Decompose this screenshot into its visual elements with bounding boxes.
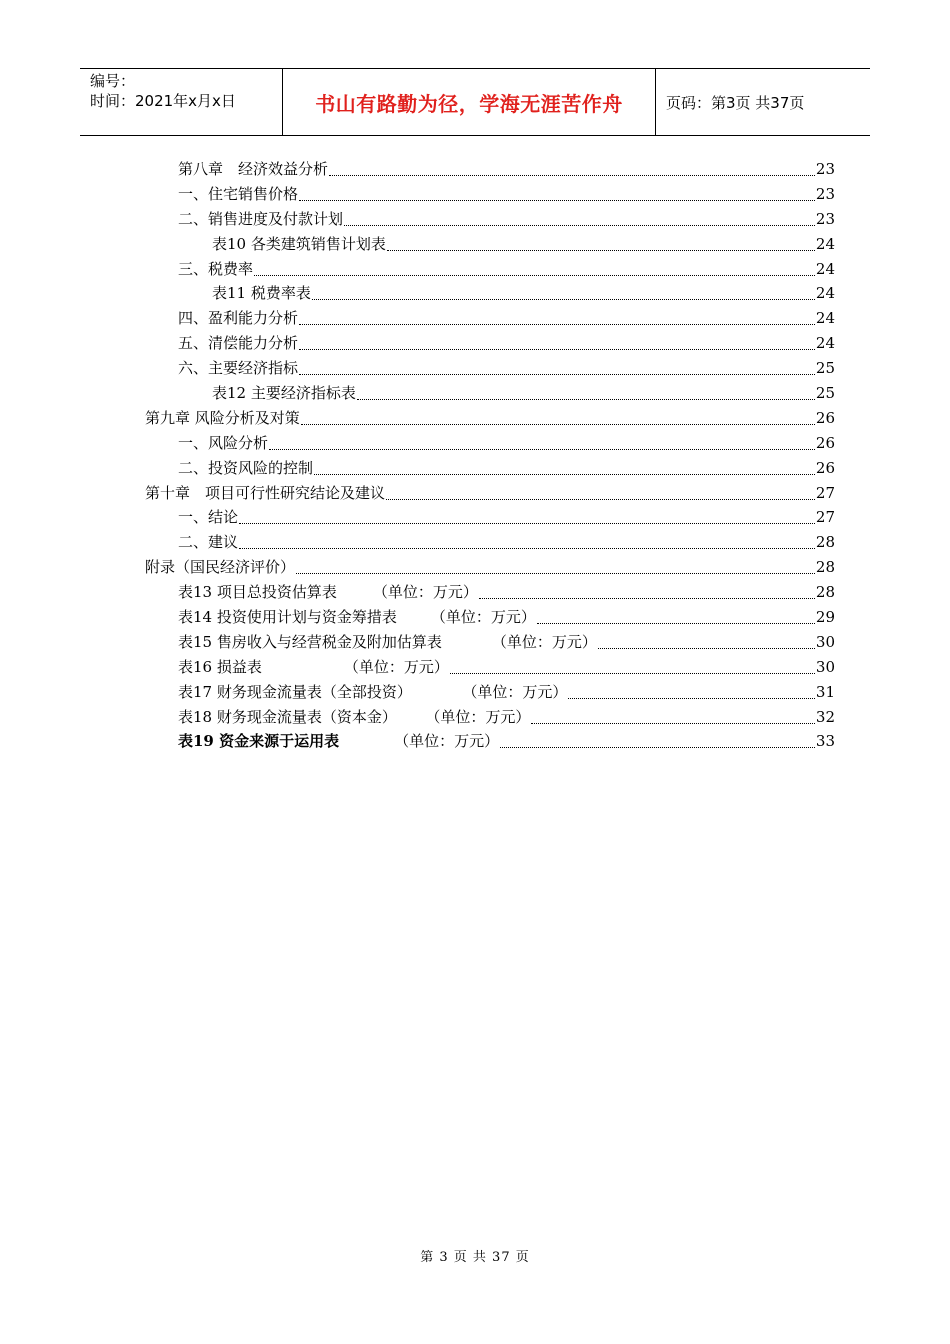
toc-entry-label — [212, 282, 311, 303]
toc-page-number: 23 — [815, 209, 835, 228]
toc-entry-title: 五、清偿能力分析 — [178, 334, 299, 353]
toc-entry-unit: （单位：万元） — [343, 657, 449, 676]
toc-entry-label — [212, 382, 356, 403]
toc-entry-label — [145, 556, 295, 577]
toc-entry-title: 附录（国民经济评价） — [145, 558, 296, 577]
toc-entry-label — [178, 307, 298, 328]
toc-entry[interactable] — [145, 183, 835, 208]
toc-page-number: 27 — [815, 483, 835, 502]
toc-entry-title: 二、销售进度及付款计划 — [178, 209, 344, 228]
toc-entry-title: 表18 财务现金流量表（资本金） — [178, 707, 397, 726]
table-of-contents — [145, 158, 835, 755]
toc-page-number: 25 — [815, 384, 835, 403]
toc-entry-unit: （单位：万元） — [430, 608, 536, 627]
toc-page-number: 27 — [815, 508, 835, 527]
toc-entry-title: 表17 财务现金流量表（全部投资） — [178, 682, 412, 701]
toc-entry[interactable] — [145, 606, 835, 631]
toc-dot-leader — [386, 499, 815, 500]
toc-dot-leader — [479, 598, 815, 599]
toc-dot-leader — [239, 523, 815, 524]
toc-page-number: 24 — [815, 334, 835, 353]
toc-entry[interactable] — [145, 432, 835, 457]
document-date: 时间：2021年x月x日 — [90, 92, 236, 110]
toc-page-number: 28 — [815, 558, 835, 577]
toc-dot-leader — [312, 299, 815, 300]
toc-entry-label — [178, 581, 478, 602]
toc-entry[interactable] — [145, 332, 835, 357]
toc-dot-leader — [299, 200, 815, 201]
toc-entry-unit: （单位：万元） — [432, 707, 531, 726]
toc-entry[interactable] — [145, 531, 835, 556]
toc-entry-label — [178, 681, 567, 702]
toc-page-number: 28 — [815, 533, 835, 552]
toc-entry-title: 表10 各类建筑销售计划表 — [212, 234, 386, 253]
toc-dot-leader — [329, 175, 815, 176]
toc-entry-label — [178, 457, 313, 478]
toc-entry-label — [178, 706, 530, 727]
toc-dot-leader — [450, 673, 815, 674]
toc-entry-label — [178, 258, 253, 279]
toc-entry-title: 表15 售房收入与经营税金及附加估算表 — [178, 632, 442, 651]
toc-entry-title: 表14 投资使用计划与资金筹措表 — [178, 608, 397, 627]
toc-entry-title: 一、风险分析 — [178, 433, 269, 452]
toc-entry-label — [145, 482, 385, 503]
toc-entry-label — [178, 656, 449, 677]
toc-entry-label — [178, 730, 499, 751]
toc-entry[interactable] — [145, 482, 835, 507]
toc-entry-title: 表13 项目总投资估算表 — [178, 583, 337, 602]
toc-dot-leader — [537, 623, 815, 624]
toc-dot-leader — [299, 349, 815, 350]
toc-entry-title: 表12 主要经济指标表 — [212, 384, 356, 403]
toc-entry-label — [145, 407, 300, 428]
page-footer: 第 3 页 共 37 页 — [420, 1250, 530, 1265]
toc-entry[interactable] — [145, 357, 835, 382]
toc-page-number: 24 — [815, 234, 835, 253]
toc-page-number: 24 — [815, 284, 835, 303]
toc-entry-unit: （单位：万元） — [469, 682, 568, 701]
toc-page-number: 30 — [815, 632, 835, 651]
toc-entry-title: 表16 损益表 — [178, 657, 262, 676]
toc-entry[interactable] — [145, 706, 835, 731]
toc-entry[interactable] — [145, 407, 835, 432]
toc-dot-leader — [568, 698, 815, 699]
toc-page-number: 25 — [815, 359, 835, 378]
toc-entry-label — [178, 631, 597, 652]
toc-page-number: 32 — [815, 707, 835, 726]
toc-entry-label — [178, 158, 328, 179]
page-header — [80, 68, 870, 136]
toc-page-number: 33 — [815, 732, 835, 751]
toc-entry[interactable] — [145, 506, 835, 531]
toc-entry[interactable] — [145, 631, 835, 656]
toc-page-number: 31 — [815, 682, 835, 701]
header-meta — [80, 69, 282, 135]
toc-dot-leader — [500, 747, 815, 748]
toc-entry[interactable] — [145, 382, 835, 407]
toc-entry-label — [178, 506, 238, 527]
toc-entry-title: 二、建议 — [178, 533, 239, 552]
toc-entry-unit: （单位：万元） — [491, 632, 597, 651]
toc-dot-leader — [344, 225, 815, 226]
toc-entry-title: 四、盈利能力分析 — [178, 309, 299, 328]
toc-entry-unit: （单位：万元） — [394, 732, 500, 751]
toc-entry[interactable] — [145, 208, 835, 233]
toc-dot-leader — [299, 374, 815, 375]
toc-entry-label — [178, 606, 536, 627]
toc-page-number: 30 — [815, 657, 835, 676]
toc-dot-leader — [314, 474, 815, 475]
toc-dot-leader — [531, 723, 815, 724]
toc-dot-leader — [254, 275, 815, 276]
toc-entry-label — [178, 531, 238, 552]
toc-entry[interactable] — [145, 282, 835, 307]
toc-page-number: 24 — [815, 259, 835, 278]
toc-page-number: 23 — [815, 184, 835, 203]
toc-entry[interactable] — [145, 581, 835, 606]
toc-entry-title: 六、主要经济指标 — [178, 359, 299, 378]
toc-dot-leader — [269, 449, 815, 450]
toc-dot-leader — [239, 548, 815, 549]
toc-entry-title: 一、结论 — [178, 508, 239, 527]
toc-entry-label — [178, 357, 298, 378]
toc-dot-leader — [296, 573, 815, 574]
toc-entry-unit: （单位：万元） — [372, 583, 478, 602]
toc-page-number: 26 — [815, 433, 835, 452]
toc-entry-label — [212, 233, 386, 254]
toc-page-number: 23 — [815, 160, 835, 178]
toc-entry-label — [178, 183, 298, 204]
toc-entry-label — [178, 432, 268, 453]
toc-entry[interactable] — [145, 307, 835, 332]
toc-entry[interactable] — [145, 556, 835, 581]
toc-entry-label — [178, 332, 298, 353]
toc-entry[interactable] — [145, 457, 835, 482]
toc-dot-leader — [357, 399, 815, 400]
toc-entry-title: 第八章 经济效益分析 — [178, 160, 329, 178]
toc-entry[interactable] — [145, 656, 835, 681]
toc-entry-title: 二、投资风险的控制 — [178, 458, 314, 477]
header-motto: 书山有路勤为径，学海无涯苦作舟 — [282, 69, 656, 135]
toc-page-number: 26 — [815, 458, 835, 477]
toc-entry[interactable] — [145, 258, 835, 283]
toc-entry-title: 表11 税费率表 — [212, 284, 311, 303]
toc-page-number: 26 — [815, 408, 835, 427]
toc-entry[interactable] — [145, 233, 835, 258]
toc-page-number: 24 — [815, 309, 835, 328]
toc-page-number: 29 — [815, 608, 835, 627]
toc-dot-leader — [387, 250, 815, 251]
toc-entry[interactable] — [145, 158, 835, 183]
toc-entry-title: 三、税费率 — [178, 259, 254, 278]
toc-entry-label — [178, 208, 343, 229]
header-page-info: 页码：第3页 共37页 — [666, 93, 805, 112]
toc-entry[interactable] — [145, 681, 835, 706]
toc-dot-leader — [299, 324, 815, 325]
document-number: 编号： — [90, 72, 136, 90]
toc-page-number: 28 — [815, 583, 835, 602]
toc-dot-leader — [301, 424, 815, 425]
toc-entry-title: 第九章 风险分析及对策 — [145, 408, 300, 427]
toc-dot-leader — [598, 648, 815, 649]
toc-entry-title: 一、住宅销售价格 — [178, 184, 299, 203]
toc-entry[interactable] — [145, 730, 835, 755]
toc-entry-title: 第十章 项目可行性研究结论及建议 — [145, 483, 386, 502]
toc-entry-title: 表19 资金来源于运用表 — [178, 732, 340, 751]
